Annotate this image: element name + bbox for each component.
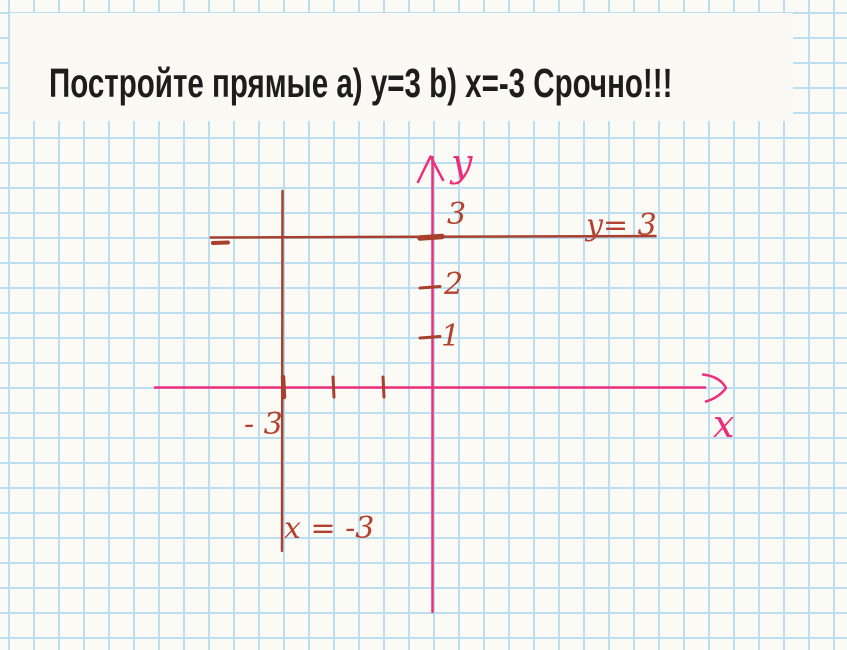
x-line-annotation: x = -3 [284, 511, 375, 546]
line-x-equals-minus-3 [282, 191, 283, 551]
x-tick-mark [383, 377, 384, 397]
y-tick-label-1: 1 [441, 319, 461, 354]
x-tick-label-minus3: - 3 [244, 407, 283, 442]
x-tick-mark [283, 377, 284, 397]
pen-start-mark [213, 243, 228, 244]
y-axis-arrowhead-icon [418, 157, 443, 183]
x-tick-mark [333, 377, 334, 397]
y-tick-mark [420, 237, 442, 239]
y-tick-mark [420, 337, 440, 339]
y-line-annotation: y= 3 [586, 208, 657, 243]
y-tick-mark [420, 287, 440, 289]
problem-title: Постройте прямые a) y=3 b) x=-3 Срочно!!! [49, 60, 673, 106]
x-axis-arrowhead-icon [703, 375, 726, 402]
tick-marks [283, 237, 442, 398]
y-axis-label: y [451, 141, 473, 185]
handwritten-labels [244, 197, 657, 546]
x-axis-label: x [713, 402, 735, 446]
y-tick-label-3: 3 [447, 197, 467, 232]
y-tick-label-2: 2 [444, 267, 464, 302]
